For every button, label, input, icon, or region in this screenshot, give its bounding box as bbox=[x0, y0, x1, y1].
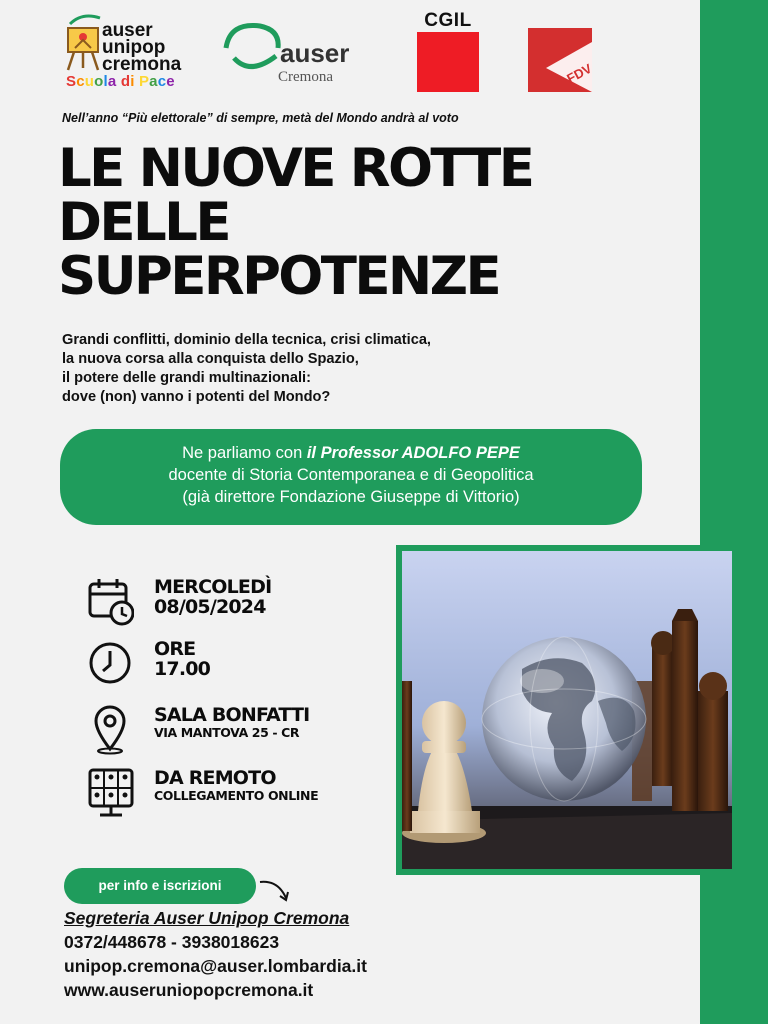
calendar-clock-icon bbox=[88, 577, 134, 627]
unipop-line2: unipop bbox=[102, 37, 166, 58]
speaker-role: docente di Storia Contemporanea e di Geopolitica bbox=[168, 466, 534, 484]
email-address[interactable]: unipop.cremona@auser.lombardia.it bbox=[64, 956, 367, 976]
photo-frame bbox=[396, 545, 738, 875]
clock-icon bbox=[88, 639, 134, 689]
title-line-2: DELLE bbox=[58, 192, 229, 253]
phone-numbers: 0372/448678 - 3938018623 bbox=[64, 932, 280, 952]
scuola-di-pace-label bbox=[66, 73, 175, 90]
website-url[interactable]: www.auseruniopopcremona.it bbox=[64, 980, 314, 1000]
auser-cremona-logo bbox=[220, 16, 370, 88]
date-info bbox=[88, 577, 271, 627]
venue-info bbox=[88, 705, 309, 755]
contact-info bbox=[64, 906, 367, 1002]
speaker-intro: Ne parliamo con bbox=[182, 444, 307, 462]
remote-label: DA REMOTO bbox=[154, 767, 276, 789]
time-info bbox=[88, 639, 210, 689]
event-date: 08/05/2024 bbox=[154, 596, 266, 618]
globe-chess-photo bbox=[402, 551, 732, 869]
tagline: Nell’anno “Più elettorale” di sempre, metà del Mondo andrà al voto bbox=[62, 111, 459, 125]
event-title bbox=[58, 138, 618, 307]
time-label: ORE bbox=[154, 638, 196, 660]
auser-wordmark: auser bbox=[280, 38, 350, 68]
speaker-banner bbox=[60, 429, 642, 525]
curved-arrow-icon bbox=[256, 876, 294, 906]
scuola-di-pace-text: Scuola di Pace bbox=[66, 73, 175, 90]
speaker-name: il Professor ADOLFO PEPE bbox=[306, 444, 520, 462]
event-day: MERCOLEDÌ bbox=[154, 576, 272, 598]
remote-subtitle: COLLEGAMENTO ONLINE bbox=[154, 788, 319, 803]
subtitle-line-2: la nuova corsa alla conquista dello Spazio, bbox=[62, 351, 359, 367]
subtitle-line-3: il potere delle grandi multinazionali: bbox=[62, 370, 311, 386]
info-registration-pill: per info e iscrizioni bbox=[64, 868, 256, 904]
auser-unipop-logo bbox=[62, 10, 192, 94]
unipop-line1: auser bbox=[102, 20, 153, 41]
location-pin-icon bbox=[88, 705, 134, 755]
subtitle-line-4: dove (non) vanno i potenti del Mondo? bbox=[62, 389, 331, 405]
title-line-1: LE NUOVE ROTTE bbox=[58, 138, 533, 199]
cgil-logo bbox=[415, 10, 481, 92]
organization-link[interactable]: Segreteria Auser Unipop Cremona bbox=[64, 908, 350, 928]
event-subtitle bbox=[62, 331, 512, 407]
subtitle-line-1: Grandi conflitti, dominio della tecnica, crisi climatica, bbox=[62, 332, 431, 348]
venue-name: SALA BONFATTI bbox=[154, 704, 310, 726]
fdv-mark-icon bbox=[528, 28, 592, 92]
event-time: 17.00 bbox=[154, 658, 211, 680]
speaker-note: (già direttore Fondazione Giuseppe di Vittorio) bbox=[182, 488, 520, 506]
unipop-line3: cremona bbox=[102, 54, 182, 75]
fdv-logo bbox=[528, 28, 592, 92]
fdv-label: FDV bbox=[564, 60, 592, 87]
title-line-3: SUPERPOTENZE bbox=[58, 246, 500, 307]
video-conference-icon bbox=[88, 768, 134, 818]
cgil-wordmark: CGIL bbox=[424, 10, 472, 31]
venue-address: VIA MANTOVA 25 - CR bbox=[154, 725, 300, 740]
cgil-red-square bbox=[417, 32, 479, 92]
auser-city: Cremona bbox=[278, 69, 333, 85]
remote-info bbox=[88, 768, 318, 818]
